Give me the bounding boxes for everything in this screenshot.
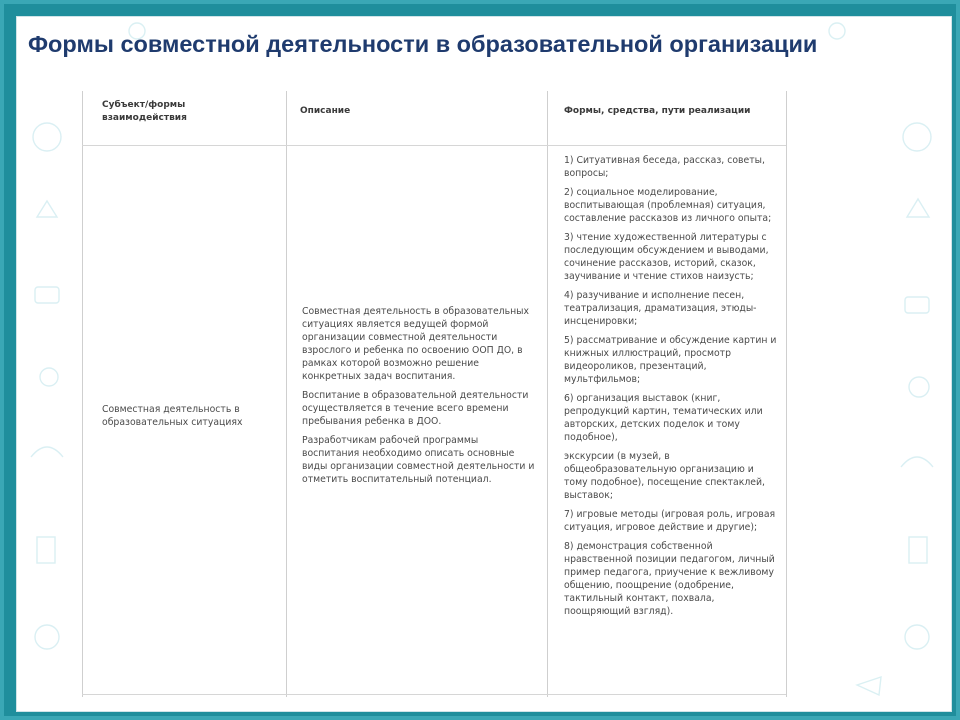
forms-item: 2) социальное моделирование, воспитывающая (проблемная) ситуация, составление рассказов из личного опыта; <box>564 187 772 224</box>
table-bottom-border <box>82 694 786 695</box>
header-subject: Субъект/формы взаимодействия <box>102 100 187 123</box>
description-paragraph: Воспитание в образовательной деятельности осуществляется в течение всего времени пребывания ребенка в ДОО. <box>302 390 529 427</box>
page-title: Формы совместной деятельности в образовательной организации <box>28 31 818 57</box>
forms-cell <box>564 154 779 624</box>
subject-cell: Совместная деятельность в образовательных ситуациях <box>102 404 243 428</box>
table-divider-2 <box>547 91 548 697</box>
header-forms: Формы, средства, пути реализации <box>564 106 751 116</box>
forms-item: экскурсии (в музей, в общеобразовательную организацию и тому подобное), посещение спектаклей, выставок; <box>564 451 765 501</box>
forms-item: 5) рассматривание и обсуждение картин и книжных иллюстраций, просмотр видеороликов, презентаций, мультфильмов; <box>564 335 777 385</box>
forms-item: 1) Ситуативная беседа, рассказ, советы, вопросы; <box>564 155 765 179</box>
description-paragraph: Разработчикам рабочей программы воспитания необходимо описать основные виды организации совместной деятельности и отметить воспитательный потенциал. <box>302 435 535 485</box>
document-table <box>72 77 790 697</box>
forms-item: 6) организация выставок (книг, репродукций картин, тематических или авторских, детских поделок и тому подобное), <box>564 393 763 443</box>
table-border-right <box>786 91 787 697</box>
table-border-left <box>82 91 83 697</box>
header-description: Описание <box>300 106 351 116</box>
forms-item: 7) игровые методы (игровая роль, игровая ситуация, игровое действие и другие); <box>564 509 776 533</box>
forms-item: 4) разучивание и исполнение песен, театрализация, драматизация, этюды- инсценировки; <box>564 290 757 327</box>
forms-item: 8) демонстрация собственной нравственной позиции педагогом, личный пример педагога, приучение к вежливому общению, поощрение (одобрение, тактильный контакт, похвала, поощряющий взгляд). <box>564 541 775 617</box>
forms-item: 3) чтение художественной литературы с последующим обсуждением и выводами, сочинение рассказов, историй, сказок, заучивание и чтение стихов наизусть; <box>564 232 769 282</box>
description-paragraph: Совместная деятельность в образовательных ситуациях является ведущей формой организации совместной деятельности взрослого и ребенка по освоению ООП ДО, в рамках которой возможно решение конкретных задач воспитания. <box>302 306 530 382</box>
table-divider-1 <box>286 91 287 697</box>
description-cell <box>302 305 537 492</box>
table-header-separator <box>82 145 786 146</box>
